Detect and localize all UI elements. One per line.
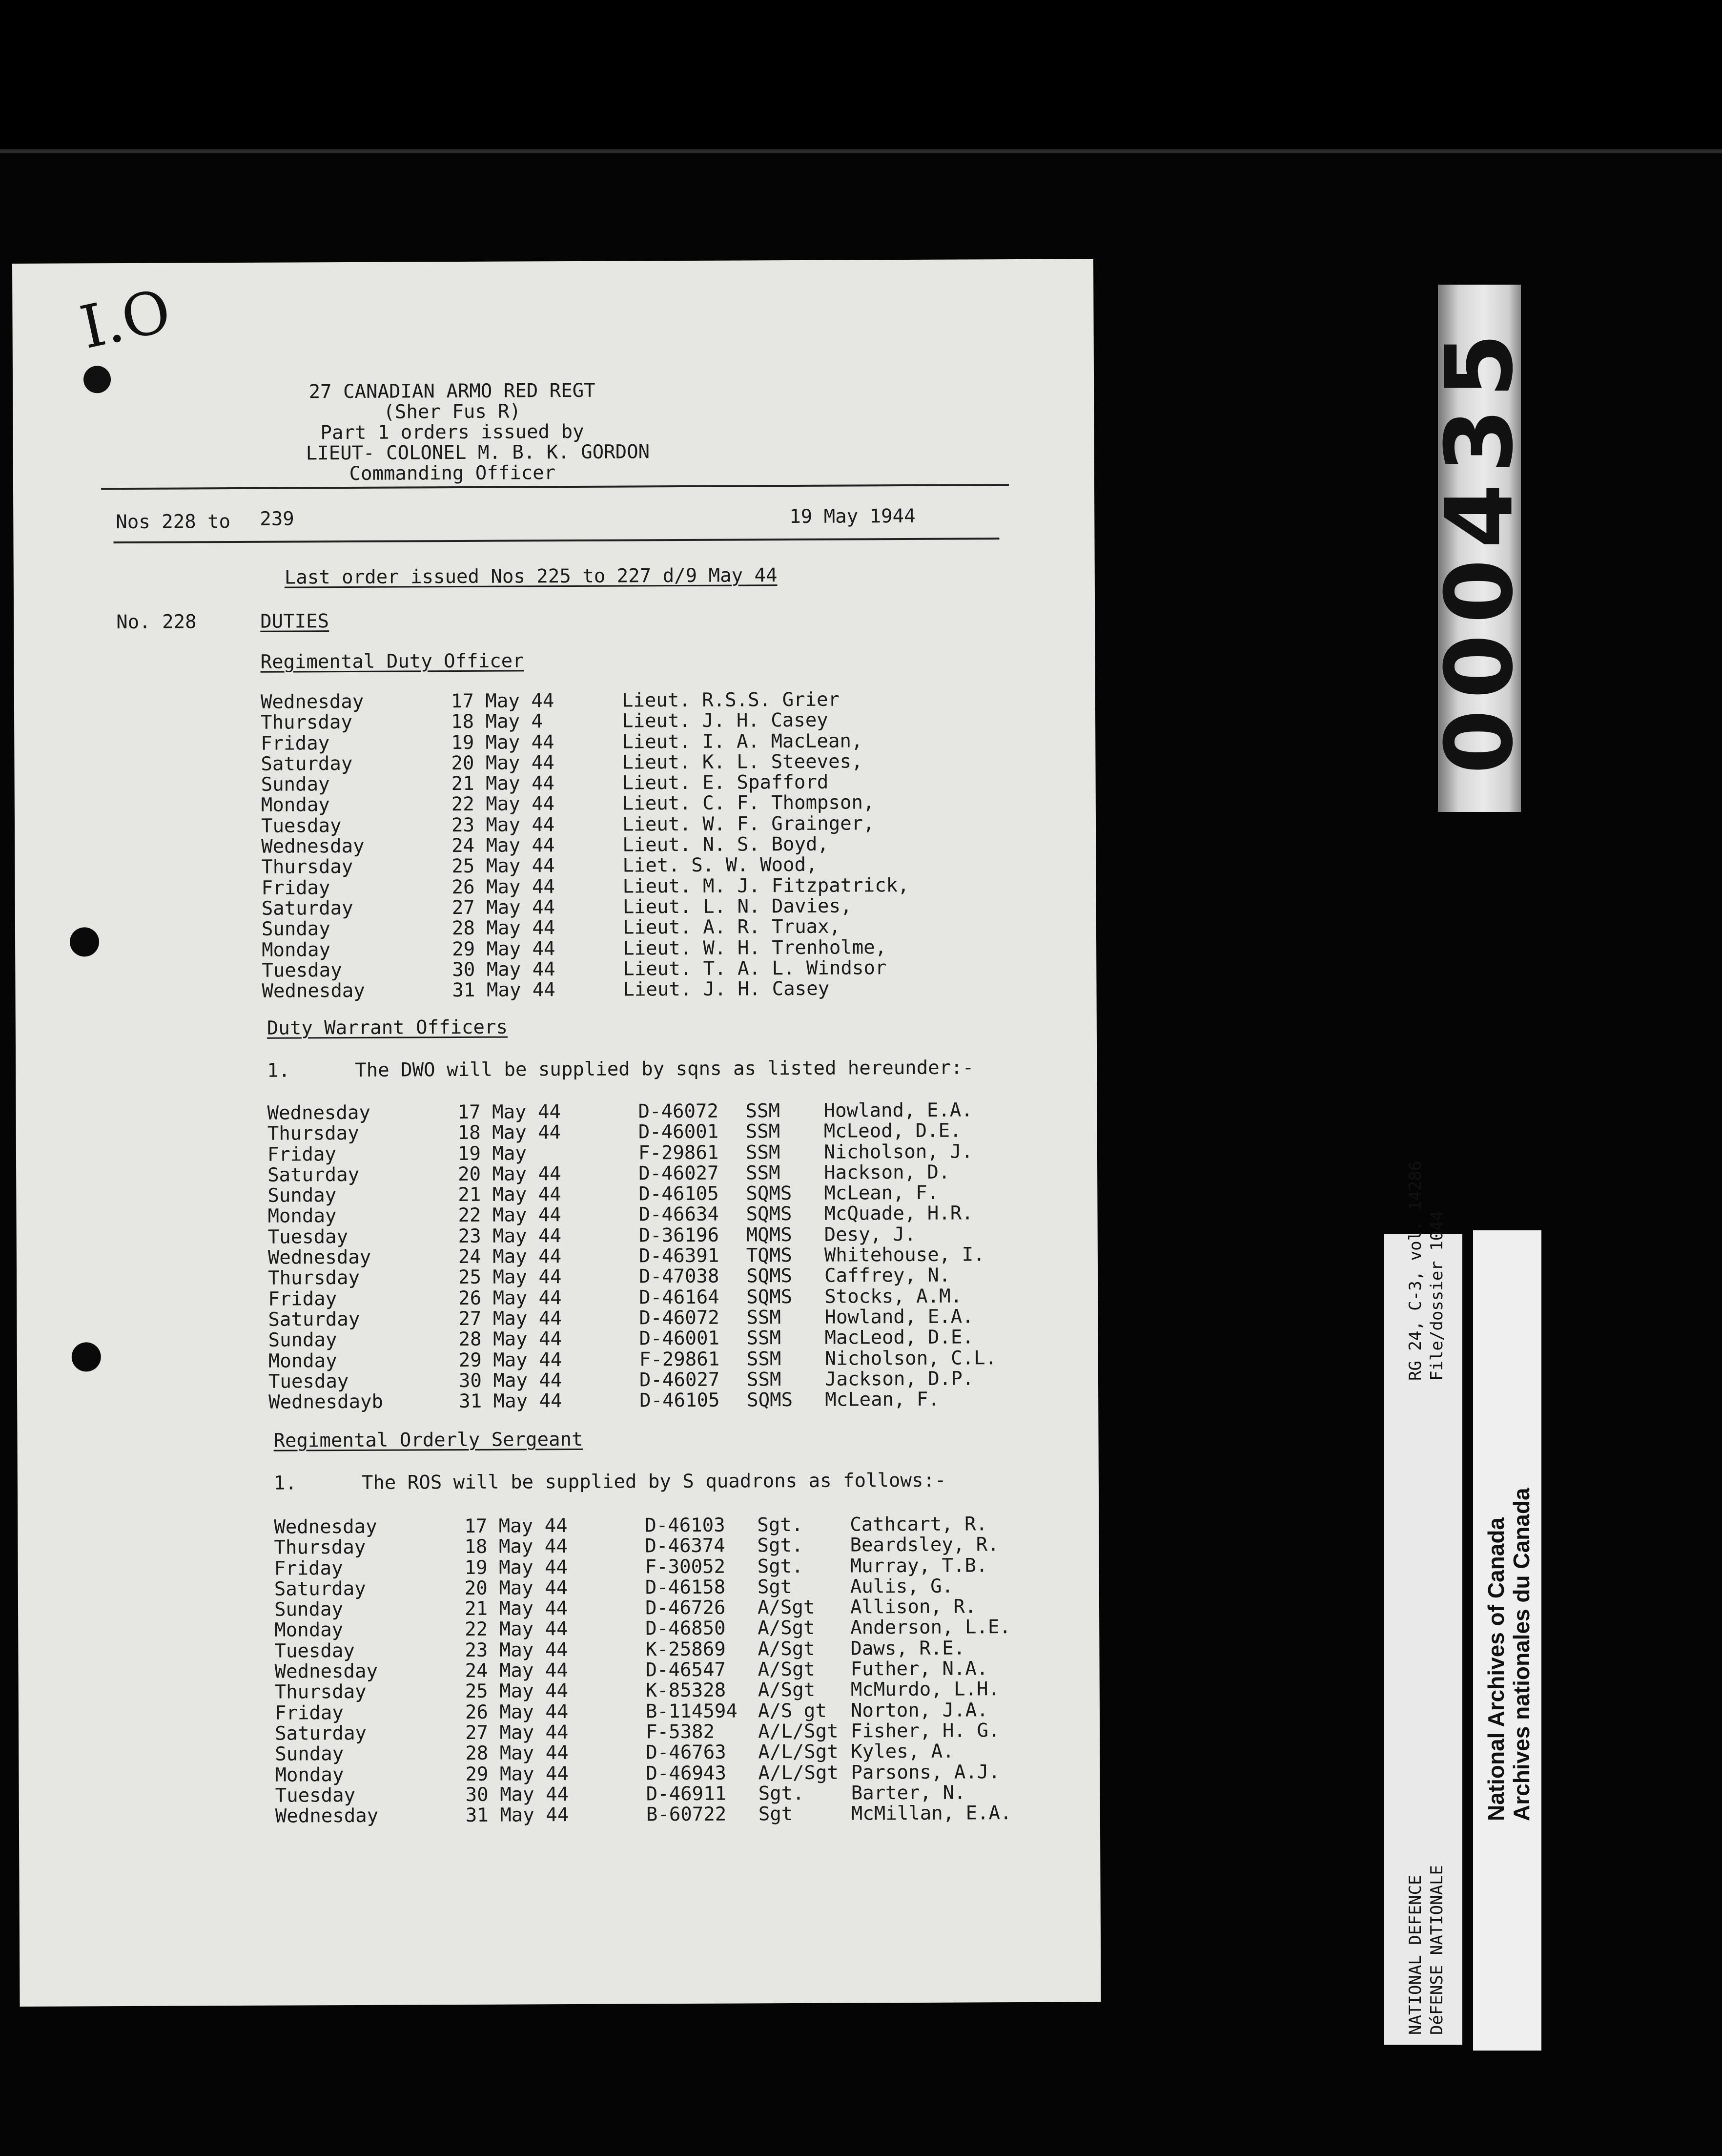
rank-cell: SSM (745, 1120, 780, 1143)
name-cell: Kyles, A. (851, 1740, 954, 1763)
date-cell: 19 May 44 (451, 731, 554, 754)
day-cell: Thursday (267, 1122, 359, 1145)
rank-cell: SQMS (747, 1389, 793, 1411)
date-cell: 31 May 44 (465, 1804, 569, 1827)
name-cell: Murray, T.B. (850, 1554, 988, 1577)
name-cell: Desy, J. (824, 1223, 916, 1246)
rank-cell: SQMS (746, 1285, 793, 1308)
date-cell: 24 May 44 (465, 1659, 569, 1682)
date-cell: 23 May 44 (458, 1224, 562, 1247)
day-cell: Sunday (261, 918, 330, 941)
name-cell: Norton, J.A. (850, 1699, 988, 1722)
service-number-cell: F-29861 (639, 1348, 720, 1370)
date-cell: 18 May 44 (464, 1535, 568, 1558)
name-cell: Allison, R. (850, 1596, 977, 1618)
service-number-cell: F-30052 (645, 1555, 726, 1578)
name-cell: Fisher, H. G. (851, 1720, 1000, 1742)
date-cell: 22 May 44 (458, 1204, 561, 1227)
reference-line-1: RG 24, C-3, vol. 14286 (1406, 1161, 1425, 1381)
rank-cell: Sgt. (757, 1534, 803, 1557)
officer-cell: Lieut. W. F. Grainger, (622, 812, 875, 836)
service-number-cell: D-46726 (645, 1596, 726, 1619)
name-cell: Nicholson, J. (823, 1140, 973, 1163)
day-cell: Wednesday (260, 690, 364, 713)
date-cell: 17 May 44 (451, 690, 554, 713)
rank-cell: SSM (746, 1162, 780, 1184)
officer-cell: Lieut. R.S.S. Grier (621, 688, 840, 712)
day-cell: Tuesday (274, 1639, 355, 1662)
rank-cell: SQMS (746, 1182, 792, 1205)
rank-cell: SSM (746, 1327, 781, 1349)
film-separator-line (0, 149, 1722, 153)
rank-cell: SSM (746, 1306, 781, 1329)
name-cell: Jackson, D.P. (824, 1368, 974, 1390)
name-cell: Stocks, A.M. (824, 1285, 963, 1308)
nos-number: 239 (260, 508, 294, 530)
service-number-cell: D-46763 (646, 1741, 726, 1764)
ros-table (274, 1514, 1011, 1827)
date-cell: 20 May 44 (464, 1576, 568, 1599)
date-cell: 19 May 44 (464, 1556, 568, 1579)
service-number-cell: D-46072 (638, 1100, 719, 1123)
name-cell: Howland, E.A. (823, 1099, 973, 1122)
service-number-cell: D-46027 (639, 1368, 720, 1391)
service-number-cell: D-46158 (645, 1576, 726, 1599)
rank-cell: SSM (746, 1368, 781, 1391)
rdo-heading: Regimental Duty Officer (260, 650, 524, 673)
name-cell: McMillan, E.A. (851, 1802, 1012, 1825)
service-number-cell: D-46943 (646, 1762, 726, 1784)
day-cell: Saturday (261, 897, 353, 920)
department-fr: DéFENSE NATIONALE (1427, 1865, 1447, 2035)
day-cell: Saturday (268, 1308, 360, 1331)
date-cell: 26 May 44 (458, 1286, 562, 1309)
day-cell: Thursday (267, 1267, 360, 1290)
service-number-cell: F-29861 (638, 1141, 719, 1164)
archive-reference-label (1384, 1161, 1462, 2045)
officer-cell: Lieut. W. H. Trenholme, (623, 936, 887, 960)
ros-para-number: 1. (273, 1472, 297, 1494)
reference-line-2: File/dossier 1044 (1427, 1211, 1447, 1381)
day-cell: Friday (268, 1287, 337, 1310)
day-cell: Wednesday (274, 1515, 377, 1538)
date-cell: 27 May 44 (458, 1307, 562, 1330)
date-cell: 27 May 44 (465, 1721, 569, 1744)
day-cell: Sunday (267, 1184, 337, 1207)
day-cell: Sunday (274, 1598, 344, 1621)
day-cell: Friday (267, 1143, 336, 1166)
document-page (12, 259, 1101, 2007)
rank-cell: SSM (745, 1141, 780, 1164)
day-cell: Friday (261, 732, 330, 755)
rank-cell: MQMS (746, 1223, 792, 1246)
day-cell: Friday (274, 1701, 344, 1724)
rank-cell: A/Sgt (758, 1679, 816, 1701)
name-cell: Nicholson, C.L. (824, 1347, 997, 1370)
day-cell: Thursday (274, 1681, 367, 1704)
commander-name: LIEUT- COLONEL M. B. K. GORDON (306, 441, 650, 465)
rank-cell: Sgt (758, 1803, 793, 1825)
rank-cell: Sgt. (757, 1513, 803, 1536)
section-title: DUTIES (260, 610, 329, 633)
date-cell: 30 May 44 (452, 958, 555, 981)
officer-cell: Lieut. A. R. Truax, (622, 915, 841, 939)
name-cell: Beardsley, R. (850, 1534, 999, 1556)
service-number-cell: D-46027 (638, 1162, 719, 1185)
rank-cell: TQMS (746, 1244, 792, 1267)
date-cell: 30 May 44 (465, 1783, 569, 1806)
name-cell: McLean, F. (824, 1182, 939, 1204)
top-black-bar (0, 0, 1722, 149)
day-cell: Sunday (275, 1743, 344, 1765)
ros-para-text: The ROS will be supplied by S quadrons as follows:- (361, 1469, 946, 1494)
date-cell: 24 May 44 (458, 1245, 562, 1268)
archives-name-label (1473, 1230, 1541, 2051)
dwo-para-text: The DWO will be supplied by sqns as listed hereunder:- (355, 1057, 974, 1081)
name-cell: McLeod, D.E. (823, 1119, 962, 1143)
table-row (262, 977, 1160, 1002)
service-number-cell: D-46105 (639, 1389, 720, 1412)
dwo-table (267, 1100, 997, 1413)
service-number-cell: D-46850 (645, 1617, 726, 1640)
date-cell: 21 May 44 (451, 772, 555, 795)
date-cell: 30 May 44 (458, 1369, 562, 1392)
date-cell: 18 May 4 (451, 710, 543, 733)
day-cell: Wednesday (275, 1804, 379, 1827)
service-number-cell: K-25869 (645, 1638, 726, 1661)
day-cell: Sunday (268, 1329, 337, 1351)
day-cell: Tuesday (267, 1225, 348, 1248)
name-cell: McQuade, H.R. (824, 1202, 973, 1225)
day-cell: Thursday (261, 856, 353, 879)
name-cell: Hackson, D. (824, 1161, 950, 1184)
officer-cell: Lieut. M. J. Fitzpatrick, (622, 874, 909, 898)
service-number-cell: B-60722 (646, 1803, 727, 1826)
service-number-cell: D-46391 (638, 1244, 719, 1267)
rank-cell: A/L/Sgt (758, 1741, 839, 1763)
day-cell: Thursday (274, 1536, 366, 1559)
service-number-cell: K-85328 (645, 1679, 726, 1702)
day-cell: Saturday (261, 752, 353, 775)
date-cell: 17 May 44 (464, 1515, 568, 1537)
officer-cell: Lieut. J. H. Casey (622, 709, 828, 732)
table-row (268, 1389, 997, 1413)
day-cell: Wednesday (267, 1246, 371, 1269)
service-number-cell: D-46374 (645, 1534, 725, 1557)
department-en: NATIONAL DEFENCE (1406, 1875, 1425, 2035)
day-cell: Saturday (267, 1163, 360, 1186)
service-number-cell: D-46105 (638, 1182, 719, 1205)
unit-name: 27 CANADIAN ARMO RED REGT (308, 379, 595, 403)
date-cell: 23 May 44 (451, 813, 555, 836)
rdo-table (261, 688, 1160, 1002)
service-number-cell: D-46911 (646, 1783, 727, 1805)
date-cell: 20 May 44 (451, 752, 554, 774)
rank-cell: A/Sgt (757, 1596, 815, 1619)
unit-abbrev: (Sher Fus R) (383, 400, 521, 423)
date-cell: 22 May 44 (451, 793, 555, 816)
service-number-cell: D-46634 (638, 1203, 719, 1226)
order-date: 19 May 1944 (789, 505, 916, 528)
date-cell: 19 May (457, 1142, 527, 1165)
day-cell: Tuesday (261, 814, 342, 837)
rank-cell: SQMS (746, 1203, 792, 1225)
day-cell: Wednesday (262, 980, 365, 1002)
service-number-cell: D-47038 (638, 1265, 719, 1288)
day-cell: Thursday (261, 711, 353, 734)
date-cell: 29 May 44 (452, 937, 555, 960)
day-cell: Monday (267, 1205, 337, 1228)
nos-label: Nos 228 to (116, 511, 231, 534)
rank-cell: A/L/Sgt (758, 1720, 839, 1743)
service-number-cell: F-5382 (646, 1721, 715, 1743)
date-cell: 18 May 44 (457, 1121, 561, 1144)
officer-cell: Lieut. K. L. Steeves, (622, 750, 863, 774)
day-cell: Saturday (274, 1577, 366, 1600)
officer-cell: Liet. S. W. Wood, (622, 854, 818, 877)
date-cell: 21 May 44 (464, 1597, 568, 1620)
service-number-cell: D-46001 (638, 1120, 719, 1143)
punch-hole (72, 1342, 101, 1371)
ros-heading: Regimental Orderly Sergeant (273, 1428, 583, 1452)
punch-hole (70, 927, 99, 956)
rank-cell: SSM (746, 1348, 781, 1370)
dwo-heading: Duty Warrant Officers (266, 1016, 508, 1039)
day-cell: Tuesday (262, 959, 342, 982)
date-cell: 27 May 44 (451, 896, 555, 919)
archives-name-fr: Archives nationales du Canada (1509, 1488, 1534, 1821)
service-number-cell: D-46547 (645, 1658, 726, 1681)
rank-cell: SSM (745, 1100, 780, 1122)
service-number-cell: D-46103 (645, 1514, 725, 1537)
name-cell: Caffrey, N. (824, 1265, 951, 1287)
name-cell: McMurdo, L.H. (850, 1678, 1000, 1701)
date-cell: 28 May 44 (458, 1328, 562, 1351)
date-cell: 23 May 44 (465, 1638, 568, 1661)
ink-dot (83, 366, 111, 393)
day-cell: Friday (261, 876, 330, 899)
date-cell: 31 May 44 (452, 979, 555, 1002)
day-cell: Wednesday (267, 1101, 371, 1124)
day-cell: Tuesday (268, 1370, 349, 1393)
name-cell: MacLeod, D.E. (824, 1326, 974, 1349)
rank-cell: A/Sgt (758, 1658, 816, 1681)
name-cell: Howland, E.A. (824, 1306, 974, 1328)
day-cell: Wednesdayb (268, 1390, 384, 1413)
date-cell: 20 May 44 (458, 1163, 561, 1185)
rank-cell: A/Sgt (758, 1638, 815, 1660)
day-cell: Monday (274, 1619, 344, 1642)
day-cell: Tuesday (275, 1784, 356, 1807)
name-cell: Parsons, A.J. (851, 1761, 1000, 1784)
date-rule (113, 538, 999, 543)
name-cell: Daws, R.E. (850, 1637, 965, 1660)
name-cell: Aulis, G. (850, 1575, 954, 1598)
name-cell: Whitehouse, I. (824, 1244, 985, 1266)
officer-cell: Lieut. L. N. Davies, (622, 895, 852, 918)
frame-number-strip (1425, 285, 1534, 812)
name-cell: Anderson, L.E. (850, 1616, 1011, 1639)
date-cell: 26 May 44 (451, 875, 555, 898)
last-order-line: Last order issued Nos 225 to 227 d/9 May 44 (284, 564, 778, 589)
date-cell: 28 May 44 (451, 917, 555, 940)
rank-cell: Sgt (757, 1576, 792, 1598)
table-row (275, 1803, 1012, 1827)
date-cell: 29 May 44 (458, 1348, 562, 1371)
service-number-cell: B-114594 (645, 1700, 738, 1723)
officer-cell: Lieut. N. S. Boyd, (622, 833, 829, 856)
name-cell: Futher, N.A. (850, 1658, 988, 1680)
date-cell: 26 May 44 (465, 1700, 569, 1723)
frame-number: 000435 (1425, 322, 1534, 774)
officer-cell: Lieut. C. F. Thompson, (622, 791, 875, 815)
name-cell: Barter, N. (851, 1782, 966, 1804)
officer-cell: Lieut. T. A. L. Windsor (623, 957, 887, 980)
date-cell: 21 May 44 (458, 1183, 561, 1206)
orders-line: Part 1 orders issued by (320, 420, 584, 444)
service-number-cell: D-46001 (639, 1327, 720, 1350)
date-cell: 28 May 44 (465, 1742, 569, 1765)
day-cell: Monday (268, 1349, 337, 1372)
service-number-cell: D-46164 (639, 1286, 719, 1309)
date-cell: 25 May 44 (458, 1266, 562, 1289)
date-cell: 17 May 44 (457, 1101, 561, 1124)
rank-cell: SQMS (746, 1265, 793, 1287)
officer-cell: Lieut. I. A. MacLean, (622, 730, 863, 753)
service-number-cell: D-46072 (639, 1306, 719, 1329)
day-cell: Monday (275, 1763, 344, 1786)
day-cell: Sunday (261, 773, 330, 796)
commander-title: Commanding Officer (349, 462, 556, 485)
name-cell: Cathcart, R. (850, 1513, 988, 1536)
officer-cell: Lieut. E. Spafford (622, 771, 829, 794)
rank-cell: A/L/Sgt (758, 1762, 839, 1784)
date-cell: 24 May 44 (451, 834, 555, 857)
date-cell: 31 May 44 (459, 1390, 562, 1413)
rank-cell: A/Sgt (758, 1617, 815, 1639)
document-header (306, 379, 650, 485)
day-cell: Monday (261, 794, 330, 817)
day-cell: Wednesday (274, 1660, 378, 1683)
dwo-para-number: 1. (267, 1059, 290, 1082)
name-cell: McLean, F. (825, 1388, 940, 1411)
day-cell: Monday (262, 938, 331, 961)
day-cell: Saturday (275, 1722, 367, 1745)
day-cell: Wednesday (261, 835, 365, 858)
date-cell: 25 May 44 (465, 1680, 569, 1703)
service-number-cell: D-36196 (638, 1224, 719, 1247)
day-cell: Friday (274, 1557, 343, 1580)
date-cell: 25 May 44 (451, 855, 555, 878)
date-cell: 22 May 44 (465, 1618, 568, 1641)
header-rule (101, 484, 1009, 490)
rank-cell: A/S gt (758, 1700, 827, 1722)
order-number: No. 228 (116, 611, 197, 634)
rank-cell: Sgt. (757, 1555, 803, 1577)
officer-cell: Lieut. J. H. Casey (623, 977, 830, 1001)
rank-cell: Sgt. (758, 1782, 804, 1805)
date-cell: 29 May 44 (465, 1762, 569, 1785)
archives-name-en: National Archives of Canada (1483, 1517, 1509, 1821)
handwritten-mark: I.O (74, 277, 177, 362)
